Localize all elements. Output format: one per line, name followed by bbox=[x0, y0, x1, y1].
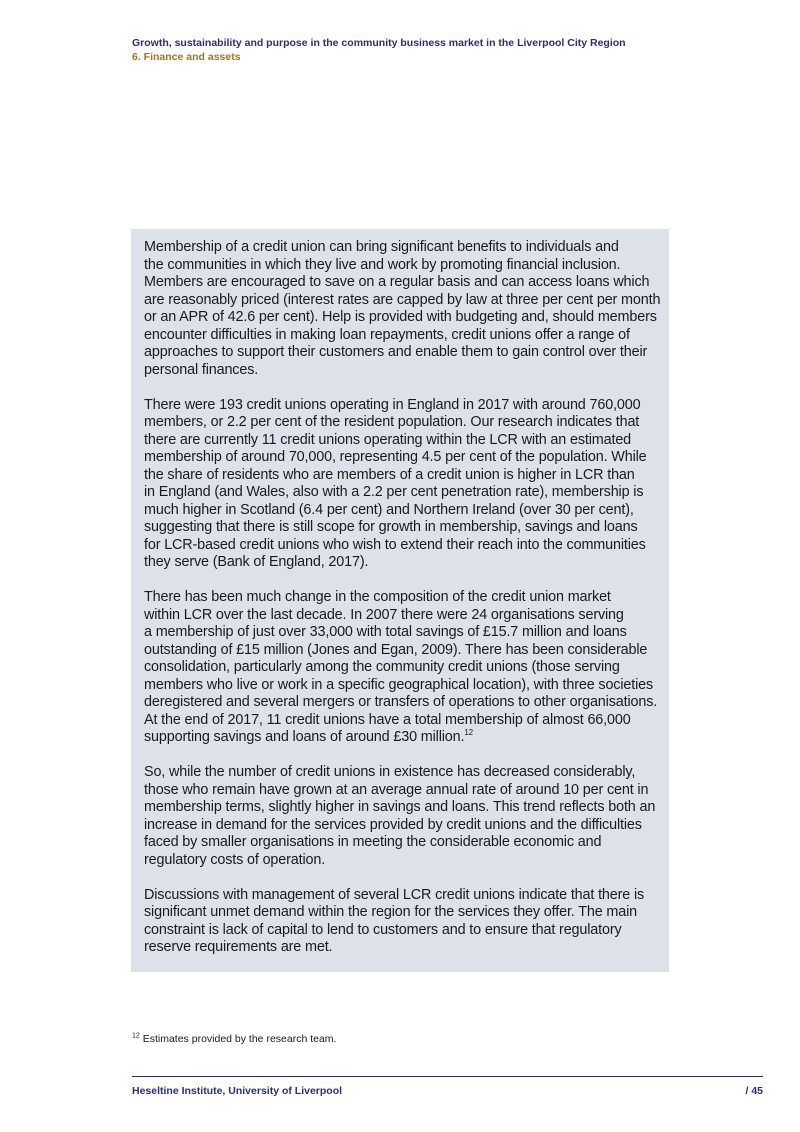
text-line: There has been much change in the composition of the credit union market bbox=[144, 589, 611, 605]
paragraph-5 bbox=[144, 887, 657, 957]
text-line: Membership of a credit union can bring significant benefits to individuals and bbox=[144, 239, 619, 255]
text-line: suggesting that there is still scope for growth in membership, savings and loans bbox=[144, 519, 638, 535]
text-line: There were 193 credit unions operating in England in 2017 with around 760,000 bbox=[144, 396, 641, 413]
text-line: outstanding of £15 million (Jones and Egan, 2009). There has been considerable bbox=[144, 641, 648, 658]
text-line: At the end of 2017, 11 credit unions have a total membership of almost 66,000 bbox=[144, 711, 631, 728]
paragraph-2 bbox=[144, 397, 657, 572]
text-line: those who remain have grown at an average annual rate of around 10 per cent in bbox=[144, 781, 649, 798]
text-line: the share of residents who are members of a credit union is higher in LCR than bbox=[144, 466, 635, 483]
text-line: Discussions with management of several LCR credit unions indicate that there is bbox=[144, 886, 645, 903]
text-line: or an APR of 42.6 per cent). Help is provided with budgeting and, should members bbox=[144, 309, 657, 325]
text-line: consolidation, particularly among the community credit unions (those serving bbox=[144, 659, 620, 675]
text-line: a membership of just over 33,000 with total savings of £15.7 million and loans bbox=[144, 624, 627, 640]
text-line: Members are encouraged to save on a regular basis and can access loans which bbox=[144, 274, 650, 290]
footnote bbox=[132, 1033, 336, 1045]
text-line: membership of around 70,000, representing 4.5 per cent of the population. While bbox=[144, 449, 647, 465]
text-line: are reasonably priced (interest rates are capped by law at three per cent per month bbox=[144, 291, 661, 308]
footer-institution: Heseltine Institute, University of Liverpool bbox=[132, 1085, 343, 1097]
text-line: the communities in which they live and work by promoting financial inclusion. bbox=[144, 256, 621, 273]
text-line: within LCR over the last decade. In 2007 there were 24 organisations serving bbox=[144, 606, 624, 623]
text-line: they serve (Bank of England, 2017). bbox=[144, 554, 369, 570]
document-title: Growth, sustainability and purpose in the community business market in the Liverpool City Region bbox=[132, 37, 626, 49]
footnote-number: 12 bbox=[132, 1032, 140, 1040]
text-line: reserve requirements are met. bbox=[144, 939, 333, 955]
text-line: encounter difficulties in making loan repayments, credit unions offer a range of bbox=[144, 326, 630, 343]
text-line: members, or 2.2 per cent of the resident population. Our research indicates that bbox=[144, 414, 640, 430]
running-header bbox=[132, 36, 626, 64]
text-line: increase in demand for the services provided by credit unions and the difficulties bbox=[144, 816, 642, 833]
footnote-text: Estimates provided by the research team. bbox=[139, 1033, 337, 1045]
credit-union-text-box bbox=[131, 229, 669, 972]
paragraph-4 bbox=[144, 764, 657, 869]
footnote-reference[interactable]: 12 bbox=[464, 728, 473, 738]
section-title: 6. Finance and assets bbox=[132, 51, 241, 63]
text-line: members who live or work in a specific geographical location), with three societies bbox=[144, 676, 654, 693]
text-line: membership terms, slightly higher in savings and loans. This trend reflects both an bbox=[144, 799, 656, 815]
text-line: So, while the number of credit unions in existence has decreased considerably, bbox=[144, 764, 636, 780]
text-line: in England (and Wales, also with a 2.2 per cent penetration rate), membership is bbox=[144, 484, 644, 500]
text-line: there are currently 11 credit unions operating within the LCR with an estimated bbox=[144, 431, 632, 448]
footer-divider bbox=[132, 1076, 763, 1077]
paragraph-3 bbox=[144, 589, 657, 747]
page-number: / 45 bbox=[745, 1085, 763, 1097]
text-line: approaches to support their customers and enable them to gain control over their bbox=[144, 344, 648, 360]
text-line: constraint is lack of capital to lend to customers and to ensure that regulatory bbox=[144, 921, 622, 938]
text-line bbox=[144, 729, 657, 747]
text-line: deregistered and several mergers or transfers of operations to other organisations. bbox=[144, 694, 658, 710]
text-line: personal finances. bbox=[144, 361, 259, 378]
paragraph-1 bbox=[144, 239, 661, 379]
text-line: much higher in Scotland (6.4 per cent) and Northern Ireland (over 30 per cent), bbox=[144, 501, 634, 518]
text-line: significant unmet demand within the region for the services they offer. The main bbox=[144, 904, 638, 920]
text-line: regulatory costs of operation. bbox=[144, 851, 326, 868]
text-segment: supporting savings and loans of around £30 million. bbox=[144, 729, 465, 745]
text-line: for LCR-based credit unions who wish to extend their reach into the communities bbox=[144, 536, 646, 553]
text-line: faced by smaller organisations in meeting the considerable economic and bbox=[144, 834, 602, 850]
